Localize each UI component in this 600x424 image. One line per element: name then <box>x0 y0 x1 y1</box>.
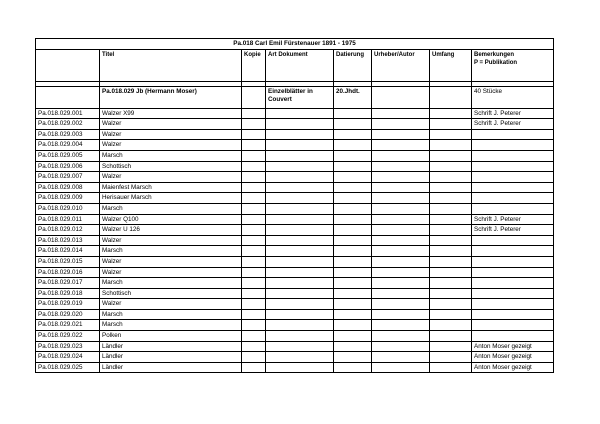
cell-titel: Walzer <box>100 172 242 183</box>
cell-titel: Maienfest Marsch <box>100 182 242 193</box>
cell-art-dokument <box>266 331 334 342</box>
table-row <box>36 246 554 257</box>
header-art-dokument: Art Dokument <box>266 49 334 81</box>
cell-titel: Schottisch <box>100 288 242 299</box>
cell-umfang <box>430 235 472 246</box>
cell-datierung <box>334 161 372 172</box>
cell-umfang <box>430 140 472 151</box>
table-row <box>36 140 554 151</box>
cell-kopie <box>242 108 266 119</box>
cell-datierung <box>334 203 372 214</box>
cell-signature: Pa.018.029.007 <box>36 172 100 183</box>
cell-umfang <box>430 214 472 225</box>
cell-bemerkungen: Schrift J. Peterer <box>472 225 554 236</box>
header-datierung: Datierung <box>334 49 372 81</box>
header-titel: Titel <box>100 49 242 81</box>
cell-signature: Pa.018.029.013 <box>36 235 100 246</box>
cell-signature: Pa.018.029.023 <box>36 341 100 352</box>
cell-datierung <box>334 299 372 310</box>
cell-art-dokument <box>266 362 334 373</box>
cell-urheber <box>372 214 430 225</box>
cell-datierung <box>334 362 372 373</box>
cell-umfang <box>430 203 472 214</box>
cell-kopie <box>242 182 266 193</box>
cell-art-dokument <box>266 341 334 352</box>
cell-signature: Pa.018.029.022 <box>36 331 100 342</box>
cell-titel: Walzer <box>100 119 242 130</box>
cell-umfang <box>430 278 472 289</box>
header-bemerkungen-line2: P = Publikation <box>474 59 518 66</box>
cell-umfang <box>430 182 472 193</box>
cell-urheber <box>372 246 430 257</box>
cell-art-dokument <box>266 246 334 257</box>
cell-kopie <box>242 288 266 299</box>
cell-kopie <box>242 225 266 236</box>
header-row <box>36 49 554 81</box>
cell-art-dokument <box>266 299 334 310</box>
cell-bemerkungen <box>472 320 554 331</box>
cell-urheber <box>372 129 430 140</box>
cell-urheber <box>372 299 430 310</box>
cell-bemerkungen <box>472 246 554 257</box>
cell-datierung <box>334 246 372 257</box>
cell-datierung <box>334 119 372 130</box>
cell-titel: Marsch <box>100 246 242 257</box>
table-row <box>36 267 554 278</box>
cell-kopie <box>242 161 266 172</box>
cell-datierung <box>334 182 372 193</box>
cell-bemerkungen: Anton Moser gezeigt <box>472 352 554 363</box>
cell-urheber <box>372 288 430 299</box>
table-row <box>36 331 554 342</box>
cell-umfang <box>430 299 472 310</box>
table-row <box>36 225 554 236</box>
cell-art-dokument <box>266 119 334 130</box>
cell-bemerkungen <box>472 309 554 320</box>
cell-art-dokument <box>266 193 334 204</box>
table-row <box>36 256 554 267</box>
cell-urheber <box>372 203 430 214</box>
cell-signature: Pa.018.029.006 <box>36 161 100 172</box>
table-row <box>36 278 554 289</box>
cell-art-dokument <box>266 203 334 214</box>
cell-titel: Walzer U 126 <box>100 225 242 236</box>
cell-titel: Ländler <box>100 341 242 352</box>
cell-kopie <box>242 193 266 204</box>
cell-signature: Pa.018.029.017 <box>36 278 100 289</box>
cell-art-dokument <box>266 235 334 246</box>
cell-urheber <box>372 235 430 246</box>
group-row <box>36 86 554 108</box>
header-signature <box>36 49 100 81</box>
cell-umfang <box>430 288 472 299</box>
cell-bemerkungen: Schrift J. Peterer <box>472 214 554 225</box>
table-row <box>36 108 554 119</box>
cell-signature: Pa.018.029.005 <box>36 150 100 161</box>
cell-datierung <box>334 193 372 204</box>
cell-art-dokument <box>266 288 334 299</box>
cell-umfang <box>430 172 472 183</box>
cell-datierung <box>334 172 372 183</box>
cell-bemerkungen: Anton Moser gezeigt <box>472 341 554 352</box>
cell-art-dokument <box>266 309 334 320</box>
table-row <box>36 309 554 320</box>
cell-umfang <box>430 352 472 363</box>
cell-bemerkungen <box>472 203 554 214</box>
cell-titel: Marsch <box>100 309 242 320</box>
cell-titel: Walzer <box>100 267 242 278</box>
cell-datierung <box>334 225 372 236</box>
table-row <box>36 352 554 363</box>
cell-datierung <box>334 288 372 299</box>
table-row <box>36 214 554 225</box>
cell-titel: Walzer <box>100 235 242 246</box>
cell-datierung <box>334 320 372 331</box>
cell-datierung <box>334 278 372 289</box>
cell-signature: Pa.018.029.008 <box>36 182 100 193</box>
cell-umfang <box>430 108 472 119</box>
cell-titel: Marsch <box>100 203 242 214</box>
cell-titel: Polken <box>100 331 242 342</box>
cell-signature: Pa.018.029.024 <box>36 352 100 363</box>
cell-titel: Marsch <box>100 150 242 161</box>
cell-kopie <box>242 341 266 352</box>
cell-bemerkungen <box>472 256 554 267</box>
cell-kopie <box>242 203 266 214</box>
cell-art-dokument <box>266 172 334 183</box>
cell-datierung <box>334 256 372 267</box>
cell-titel: Walzer <box>100 299 242 310</box>
cell-titel: Ländler <box>100 362 242 373</box>
table-row <box>36 320 554 331</box>
cell-datierung <box>334 108 372 119</box>
cell-urheber <box>372 320 430 331</box>
cell-urheber <box>372 225 430 236</box>
table-row <box>36 150 554 161</box>
cell-umfang <box>430 246 472 257</box>
table-row <box>36 182 554 193</box>
cell-datierung <box>334 267 372 278</box>
header-bemerkungen <box>472 49 554 81</box>
cell-kopie <box>242 235 266 246</box>
table-row <box>36 172 554 183</box>
cell-bemerkungen <box>472 193 554 204</box>
group-urheber <box>372 86 430 108</box>
cell-urheber <box>372 172 430 183</box>
cell-bemerkungen <box>472 172 554 183</box>
table-row <box>36 299 554 310</box>
cell-umfang <box>430 331 472 342</box>
cell-bemerkungen <box>472 288 554 299</box>
table-row <box>36 362 554 373</box>
cell-kopie <box>242 299 266 310</box>
cell-umfang <box>430 256 472 267</box>
cell-datierung <box>334 214 372 225</box>
cell-kopie <box>242 278 266 289</box>
cell-signature: Pa.018.029.020 <box>36 309 100 320</box>
cell-umfang <box>430 341 472 352</box>
cell-umfang <box>430 161 472 172</box>
cell-art-dokument <box>266 108 334 119</box>
cell-art-dokument <box>266 225 334 236</box>
cell-art-dokument <box>266 182 334 193</box>
group-titel: Pa.018.029 Jb (Hermann Moser) <box>100 86 242 108</box>
cell-kopie <box>242 150 266 161</box>
cell-titel: Schottisch <box>100 161 242 172</box>
cell-signature: Pa.018.029.001 <box>36 108 100 119</box>
cell-kopie <box>242 172 266 183</box>
cell-art-dokument <box>266 129 334 140</box>
cell-kopie <box>242 331 266 342</box>
cell-urheber <box>372 309 430 320</box>
cell-art-dokument <box>266 352 334 363</box>
cell-bemerkungen <box>472 182 554 193</box>
cell-art-dokument <box>266 278 334 289</box>
cell-art-dokument <box>266 267 334 278</box>
cell-datierung <box>334 235 372 246</box>
cell-signature: Pa.018.029.011 <box>36 214 100 225</box>
cell-kopie <box>242 129 266 140</box>
cell-art-dokument <box>266 256 334 267</box>
cell-urheber <box>372 362 430 373</box>
cell-datierung <box>334 150 372 161</box>
cell-kopie <box>242 214 266 225</box>
header-urheber: Urheber/Autor <box>372 49 430 81</box>
table-row <box>36 193 554 204</box>
table-row <box>36 203 554 214</box>
table-row <box>36 129 554 140</box>
cell-titel: Ländler <box>100 352 242 363</box>
cell-urheber <box>372 256 430 267</box>
cell-titel: Walzer <box>100 256 242 267</box>
group-art-line2: Couvert <box>268 96 292 104</box>
cell-art-dokument <box>266 161 334 172</box>
header-kopie: Kopie <box>242 49 266 81</box>
cell-umfang <box>430 320 472 331</box>
cell-bemerkungen: Anton Moser gezeigt <box>472 362 554 373</box>
cell-kopie <box>242 320 266 331</box>
cell-urheber <box>372 161 430 172</box>
cell-urheber <box>372 267 430 278</box>
cell-kopie <box>242 256 266 267</box>
cell-kopie <box>242 140 266 151</box>
cell-signature: Pa.018.029.014 <box>36 246 100 257</box>
cell-urheber <box>372 331 430 342</box>
cell-umfang <box>430 119 472 130</box>
table-row <box>36 119 554 130</box>
cell-umfang <box>430 129 472 140</box>
cell-umfang <box>430 225 472 236</box>
cell-bemerkungen: Schrift J. Peterer <box>472 108 554 119</box>
cell-urheber <box>372 108 430 119</box>
cell-datierung <box>334 352 372 363</box>
cell-signature: Pa.018.029.003 <box>36 129 100 140</box>
inventory-table <box>35 38 554 373</box>
cell-signature: Pa.018.029.019 <box>36 299 100 310</box>
cell-urheber <box>372 182 430 193</box>
cell-kopie <box>242 246 266 257</box>
cell-kopie <box>242 362 266 373</box>
cell-umfang <box>430 150 472 161</box>
table-row <box>36 341 554 352</box>
cell-bemerkungen <box>472 235 554 246</box>
group-kopie <box>242 86 266 108</box>
table-row <box>36 161 554 172</box>
group-umfang <box>430 86 472 108</box>
group-signature <box>36 86 100 108</box>
cell-urheber <box>372 119 430 130</box>
cell-signature: Pa.018.029.009 <box>36 193 100 204</box>
cell-datierung <box>334 331 372 342</box>
cell-datierung <box>334 309 372 320</box>
cell-umfang <box>430 267 472 278</box>
cell-titel: Walzer <box>100 140 242 151</box>
cell-titel: Marsch <box>100 320 242 331</box>
cell-bemerkungen: Schrift J. Peterer <box>472 119 554 130</box>
cell-titel: Walzer Q100 <box>100 214 242 225</box>
header-umfang: Umfang <box>430 49 472 81</box>
cell-bemerkungen <box>472 140 554 151</box>
cell-signature: Pa.018.029.012 <box>36 225 100 236</box>
cell-signature: Pa.018.029.016 <box>36 267 100 278</box>
cell-kopie <box>242 267 266 278</box>
cell-art-dokument <box>266 150 334 161</box>
cell-bemerkungen <box>472 161 554 172</box>
cell-datierung <box>334 341 372 352</box>
cell-art-dokument <box>266 140 334 151</box>
cell-signature: Pa.018.029.004 <box>36 140 100 151</box>
cell-art-dokument <box>266 214 334 225</box>
cell-signature: Pa.018.029.010 <box>36 203 100 214</box>
cell-kopie <box>242 119 266 130</box>
group-datierung: 20.Jhdt. <box>334 86 372 108</box>
cell-signature: Pa.018.029.015 <box>36 256 100 267</box>
cell-datierung <box>334 140 372 151</box>
cell-datierung <box>334 129 372 140</box>
group-art-line1: Einzelblätter in <box>268 87 313 95</box>
cell-urheber <box>372 193 430 204</box>
table-row <box>36 288 554 299</box>
cell-urheber <box>372 150 430 161</box>
group-art-dokument <box>266 86 334 108</box>
cell-signature: Pa.018.029.002 <box>36 119 100 130</box>
cell-kopie <box>242 352 266 363</box>
cell-umfang <box>430 309 472 320</box>
group-bemerkungen: 40 Stücke <box>472 86 554 108</box>
cell-umfang <box>430 193 472 204</box>
cell-titel: Walzer <box>100 129 242 140</box>
cell-bemerkungen <box>472 267 554 278</box>
cell-bemerkungen <box>472 150 554 161</box>
cell-titel: Herisauer Marsch <box>100 193 242 204</box>
cell-titel: Walzer X99 <box>100 108 242 119</box>
cell-art-dokument <box>266 320 334 331</box>
cell-urheber <box>372 140 430 151</box>
header-bemerkungen-line1: Bemerkungen <box>474 51 515 58</box>
document-title: Pa.018 Carl Emil Fürstenauer 1891 - 1975 <box>36 39 554 50</box>
cell-bemerkungen <box>472 278 554 289</box>
cell-signature: Pa.018.029.021 <box>36 320 100 331</box>
cell-signature: Pa.018.029.018 <box>36 288 100 299</box>
cell-bemerkungen <box>472 129 554 140</box>
cell-kopie <box>242 309 266 320</box>
table-row <box>36 235 554 246</box>
title-row <box>36 39 554 50</box>
cell-bemerkungen <box>472 299 554 310</box>
cell-bemerkungen <box>472 331 554 342</box>
cell-signature: Pa.018.029.025 <box>36 362 100 373</box>
cell-urheber <box>372 352 430 363</box>
cell-urheber <box>372 341 430 352</box>
cell-umfang <box>430 362 472 373</box>
cell-urheber <box>372 278 430 289</box>
cell-titel: Marsch <box>100 278 242 289</box>
